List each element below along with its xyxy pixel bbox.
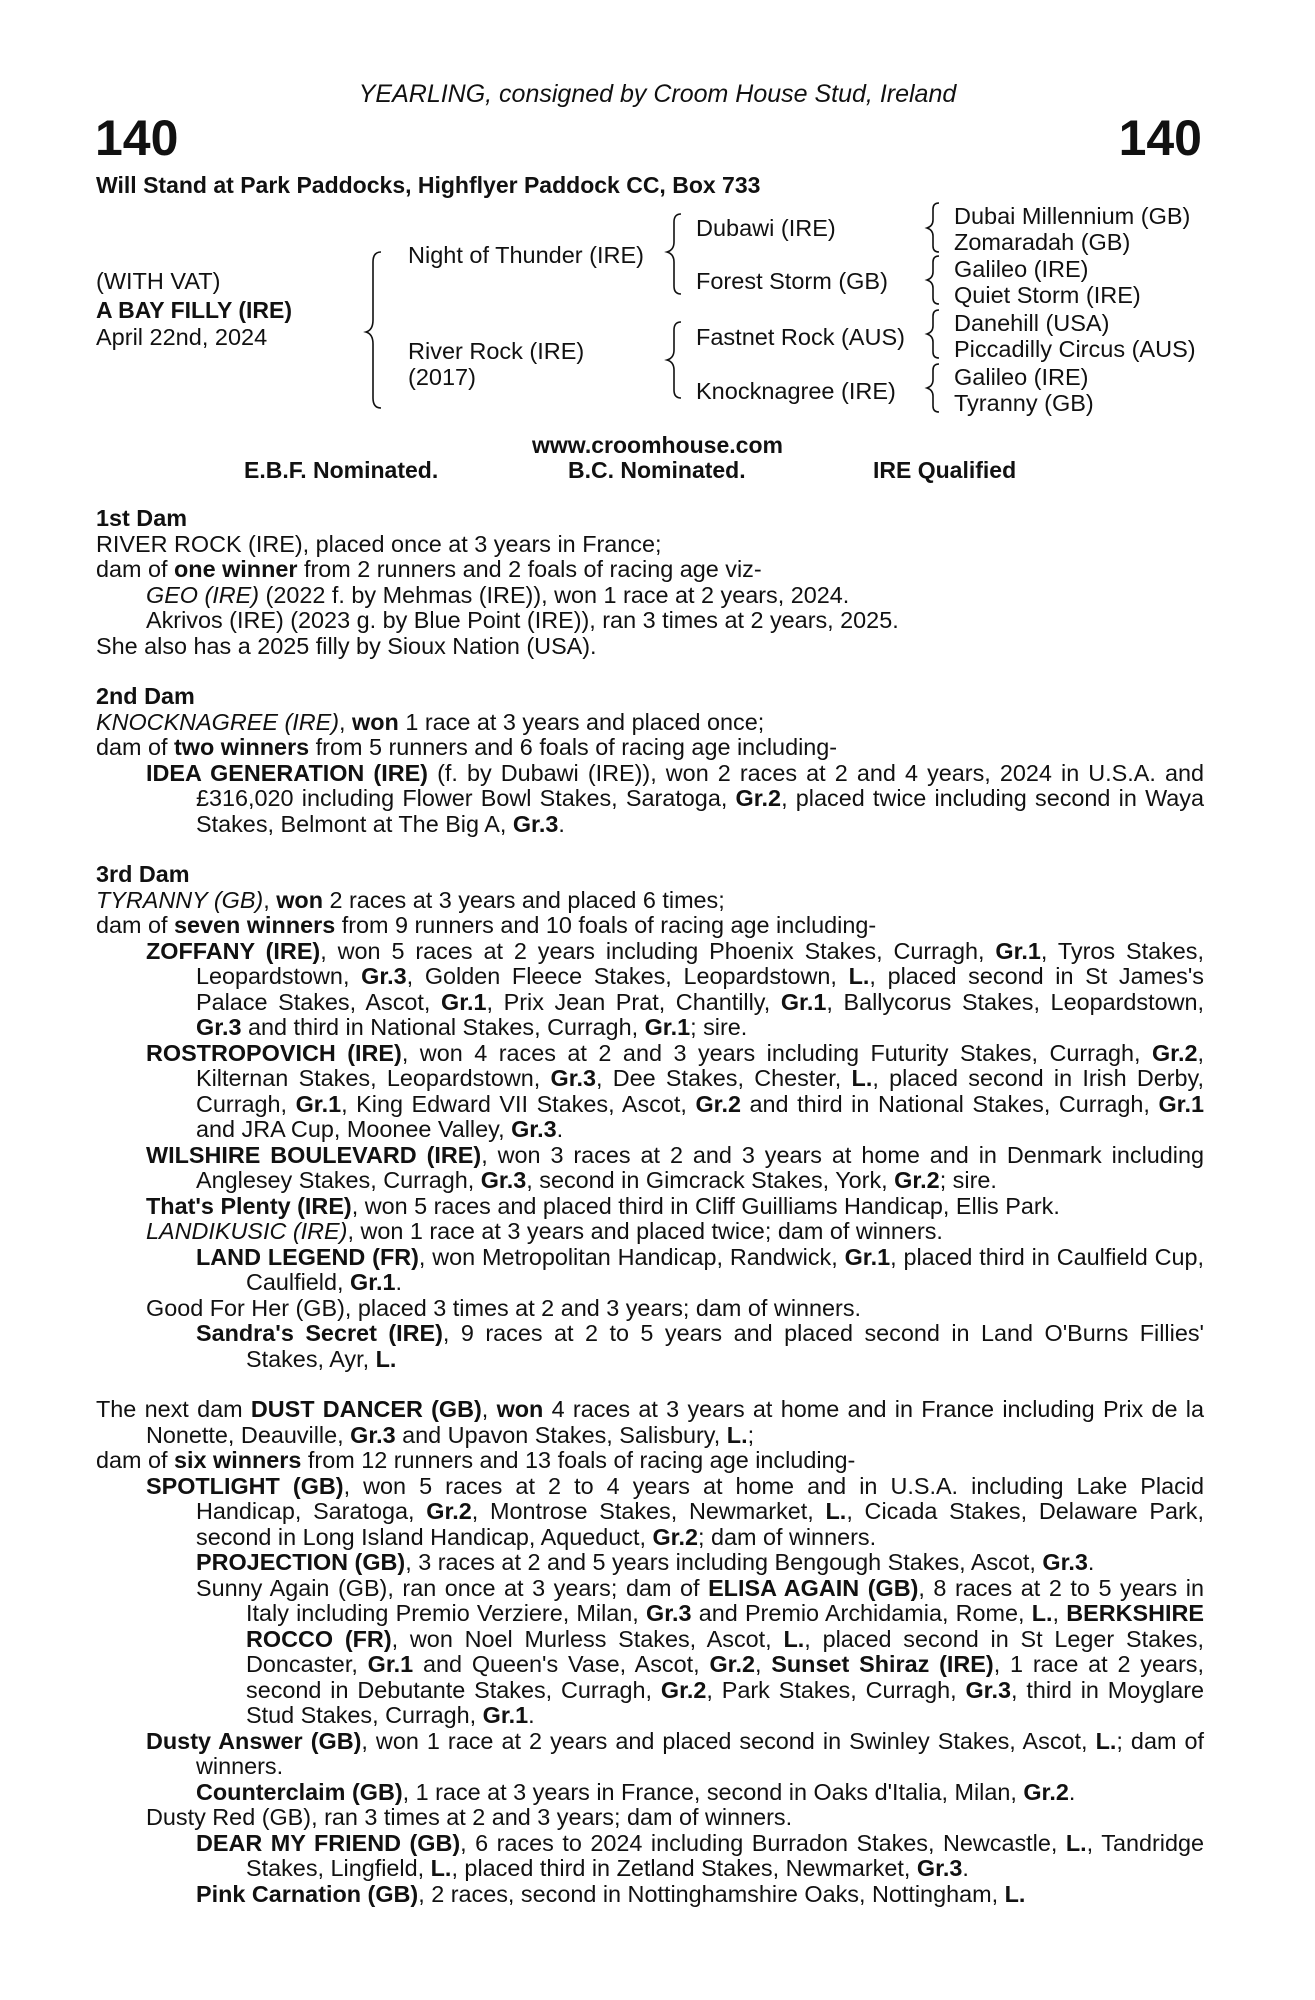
produce-rostropovich: ROSTROPOVICH (IRE), won 4 races at 2 and 3 years including Futurity Stakes, Curragh, Gr.2, Kilternan Stakes, Leopardstown, Gr.3, Dee Stakes, Chester, L., placed second in Irish Derby, Curragh, Gr.1, King Edward VII Stakes, Ascot, Gr.2 and third in National Stakes, Curragh, Gr.1 and JRA Cup, Moonee Valley, Gr.3. — [146, 1039, 1204, 1142]
produce-projection: PROJECTION (GB), 3 races at 2 and 5 years including Bengough Stakes, Ascot, Gr.3. — [196, 1549, 1095, 1575]
produce-counterclaim: Counterclaim (GB), 1 race at 3 years in France, second in Oaks d'Italia, Milan, Gr.2. — [196, 1778, 1076, 1805]
ancestor-4: Quiet Storm (IRE) — [954, 282, 1141, 308]
produce-land-legend: LAND LEGEND (FR), won Metropolitan Handicap, Randwick, Gr.1, placed third in Caulfield Cup, Caulfield, Gr.1. — [196, 1243, 1204, 1295]
family-text — [96, 506, 1204, 1907]
third-dam-heading: 3rd Dam — [96, 861, 190, 887]
produce-akrivos: Akrivos (IRE) (2023 g. by Blue Point (IRE)), ran 3 times at 2 years, 2025. — [146, 607, 899, 633]
lot-number-right: 140 — [1118, 110, 1202, 166]
first-dam-heading: 1st Dam — [96, 505, 188, 531]
produce-sunny-again: Sunny Again (GB), ran once at 3 years; dam of ELISA AGAIN (GB), 8 races at 2 to 5 years in Italy including Premio Verziere, Milan, Gr.3 and Premio Archidamia, Rome, L., BERKSHIRE ROCCO (FR), won Noel Murless Stakes, Ascot, L., placed second in St Leger Stakes, Doncaster, Gr.1 and Queen's Vase, Ascot, Gr.2, Sunset Shiraz (IRE), 1 race at 2 years, second in Debutante Stakes, Curragh, Gr.2, Park Stakes, Curragh, Gr.3, third in Moyglare Stud Stakes, Curragh, Gr.1. — [196, 1574, 1205, 1728]
ire-qualified: IRE Qualified — [873, 457, 1017, 483]
produce-thats-plenty: That's Plenty (IRE), won 5 races and placed third in Cliff Guilliams Handicap, Ellis Park. — [146, 1192, 1060, 1219]
vat-note: (WITH VAT) — [96, 268, 221, 294]
lot-number-left: 140 — [95, 110, 179, 166]
ancestor-1: Dubai Millennium (GB) — [954, 203, 1191, 229]
ancestor-6: Piccadilly Circus (AUS) — [954, 336, 1196, 362]
ebf-nomination: E.B.F. Nominated. — [244, 457, 439, 483]
produce-pink-carnation: Pink Carnation (GB), 2 races, second in Nottinghamshire Oaks, Nottingham, L. — [196, 1880, 1026, 1907]
produce-dusty-answer: Dusty Answer (GB), won 1 race at 2 years and placed second in Swinley Stakes, Ascot, L.; dam of winners. — [146, 1727, 1204, 1779]
dam: River Rock (IRE) — [408, 338, 585, 364]
horse-name: A BAY FILLY (IRE) — [96, 297, 292, 323]
sire: Night of Thunder (IRE) — [408, 242, 644, 268]
produce-filly-note: She also has a 2025 filly by Sioux Nation (USA). — [96, 632, 597, 659]
third-dam-produce: dam of seven winners from 9 runners and 10 foals of racing age including- — [96, 912, 877, 938]
dam-sire: Fastnet Rock (AUS) — [696, 324, 905, 350]
sire-sire: Dubawi (IRE) — [696, 215, 836, 241]
stand-location: Will Stand at Park Paddocks, Highflyer Paddock CC, Box 733 — [96, 172, 761, 198]
produce-geo: GEO (IRE) (2022 f. by Mehmas (IRE)), won 1 race at 2 years, 2024. — [146, 581, 850, 608]
produce-sandras-secret: Sandra's Secret (IRE), 9 races at 2 to 5 years and placed second in Land O'Burns Fillies' Stakes, Ayr, L. — [196, 1320, 1204, 1372]
produce-dear-my-friend: DEAR MY FRIEND (GB), 6 races to 2024 including Burradon Stakes, Newcastle, L., Tandridge Stakes, Lingfield, L., placed third in Zetland Stakes, Newmarket, Gr.3. — [196, 1829, 1204, 1881]
ancestor-3: Galileo (IRE) — [954, 256, 1089, 282]
first-dam-produce: dam of one winner from 2 runners and 2 foals of racing age viz- — [96, 556, 762, 582]
dam-year: (2017) — [408, 364, 476, 390]
produce-wilshire-boulevard: WILSHIRE BOULEVARD (IRE), won 3 races at 2 and 3 years at home and in Denmark including Anglesey Stakes, Curragh, Gr.3, second in Gimcrack Stakes, York, Gr.2; sire. — [146, 1141, 1205, 1193]
produce-idea-generation: IDEA GENERATION (IRE) (f. by Dubawi (IRE)), won 2 races at 2 and 4 years, 2024 in U.S.A. and £316,020 including Flower Bowl Stakes, Saratoga, Gr.2, placed twice including second in Waya Stakes, Belmont at The Big A, Gr.3. — [146, 759, 1204, 837]
produce-spotlight: SPOTLIGHT (GB), won 5 races at 2 to 4 years at home and in U.S.A. including Lake Placid Handicap, Saratoga, Gr.2, Montrose Stakes, Newmarket, L., Cicada Stakes, Delaware Park, second in Long Island Handicap, Aqueduct, Gr.2; dam of winners. — [146, 1472, 1204, 1550]
produce-dusty-red: Dusty Red (GB), ran 3 times at 2 and 3 years; dam of winners. — [146, 1804, 793, 1830]
horse-dob: April 22nd, 2024 — [96, 324, 268, 350]
ancestor-5: Danehill (USA) — [954, 310, 1110, 336]
next-dam-produce: dam of six winners from 12 runners and 13 foals of racing age including- — [96, 1447, 856, 1473]
produce-zoffany: ZOFFANY (IRE), won 5 races at 2 years including Phoenix Stakes, Curragh, Gr.1, Tyros Stakes, Leopardstown, Gr.3, Golden Fleece Stakes, Leopardstown, L., placed second in St James's Palace Stakes, Ascot, Gr.1, Prix Jean Prat, Chantilly, Gr.1, Ballycorus Stakes, Leopardstown, Gr.3 and third in National Stakes, Curragh, Gr.1; sire. — [146, 937, 1205, 1040]
consignor-line: YEARLING, consigned by Croom House Stud, Ireland — [358, 80, 957, 108]
third-dam-line: TYRANNY (GB), won 2 races at 3 years and placed 6 times; — [96, 886, 725, 913]
first-dam-line: RIVER ROCK (IRE), placed once at 3 years in France; — [96, 530, 662, 557]
sire-dam: Forest Storm (GB) — [696, 268, 888, 294]
second-dam-heading: 2nd Dam — [96, 683, 195, 709]
second-dam-produce: dam of two winners from 5 runners and 6 foals of racing age including- — [96, 734, 838, 760]
produce-landikusic: LANDIKUSIC (IRE), won 1 race at 3 years and placed twice; dam of winners. — [146, 1218, 943, 1244]
second-dam-line: KNOCKNAGREE (IRE), won 1 race at 3 years and placed once; — [96, 708, 765, 735]
ancestor-8: Tyranny (GB) — [954, 390, 1094, 416]
ancestor-7: Galileo (IRE) — [954, 364, 1089, 390]
dam-dam: Knocknagree (IRE) — [696, 378, 896, 404]
next-dam-line: The next dam DUST DANCER (GB), won 4 races at 3 years at home and in France including Prix de la Nonette, Deauville, Gr.3 and Upavon Stakes, Salisbury, L.; — [96, 1396, 1204, 1448]
ancestor-2: Zomaradah (GB) — [954, 229, 1131, 255]
bc-nomination: B.C. Nominated. — [568, 457, 746, 483]
produce-good-for-her: Good For Her (GB), placed 3 times at 2 and 3 years; dam of winners. — [146, 1294, 862, 1321]
website: www.croomhouse.com — [532, 432, 783, 458]
